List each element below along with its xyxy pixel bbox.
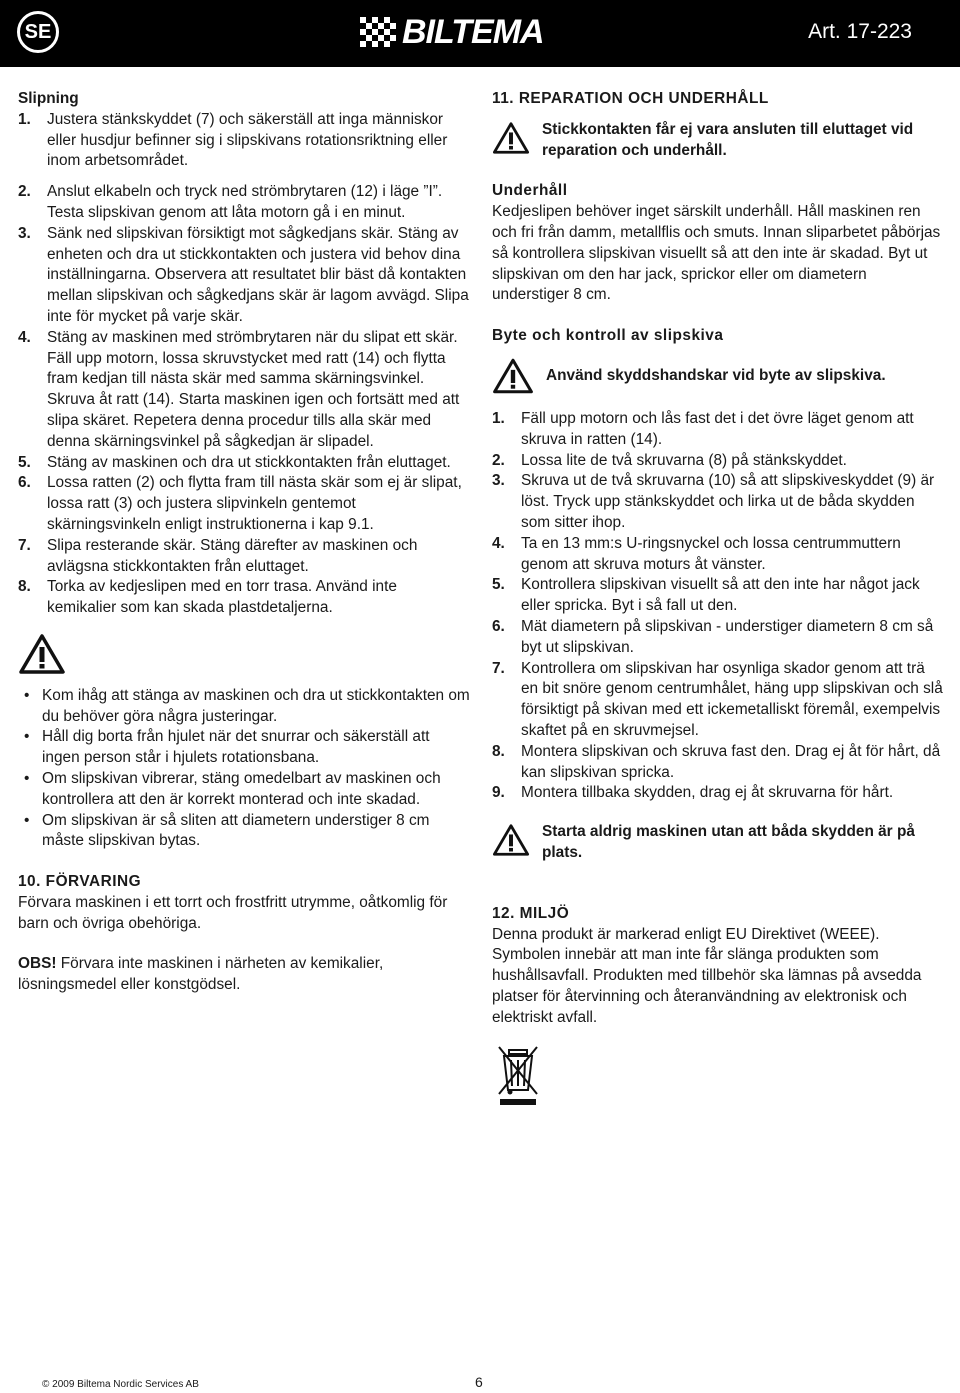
list-item: • Om slipskivan vibrerar, stäng omedelbart av maskinen och kontrollera att den är korrekt monterad och inte skadad. [24, 769, 441, 808]
list-item: 8. Torka av kedjeslipen med en torr trasa. Använd inte kemikalier som kan skada plastdetaljerna. [18, 578, 397, 617]
obs-note [18, 954, 470, 996]
page-number: 6 [475, 1374, 483, 1390]
reparation-heading: 11. REPARATION OCH UNDERHÅLL [492, 90, 769, 107]
weee-crossed-bin-icon [496, 1044, 540, 1106]
start-warning: Starta aldrig maskinen utan att båda skydden är på plats. [492, 822, 944, 864]
copyright: © 2009 Biltema Nordic Services AB [42, 1379, 199, 1390]
warning-triangle-icon [492, 822, 530, 858]
article-number: Art. 17-223 [808, 20, 912, 43]
list-item: 7. Kontrollera om slipskivan har osynliga skador genom att trä en bit snöre genom centrumhålet, häng upp slipskivan och slå försiktigt på skivan med ett ickemetalliskt föremål, exempelvis skaftet på en skruvmejsel. [492, 659, 943, 739]
list-item: 6. Lossa ratten (2) och flytta fram till nästa skär som ej är slipat, lossa ratt (3) och justera slipvinkeln gentemot skärningsvinkeln enligt instruktionerna i kap 9.1. [18, 474, 462, 533]
list-item: 1. Justera stänkskyddet (7) och säkerställ att inga människor eller husdjur befinner sig i slipskivans rotationsriktning eller inom arbetsområdet. [18, 110, 448, 170]
slipning-steps [18, 110, 470, 619]
left-column [18, 89, 470, 996]
byte-heading: Byte och kontroll av slipskiva [492, 327, 724, 345]
slipning-heading: Slipning [18, 90, 79, 107]
underhall-heading: Underhåll [492, 182, 568, 200]
obs-label: OBS! [18, 955, 57, 973]
forvaring-text: Förvara maskinen i ett torrt och frostfritt utrymme, oåtkomlig för barn och övriga obehöriga. [18, 893, 448, 932]
list-item: • Håll dig borta från hjulet när det snurrar och säkerställ att ingen person står i hjulets rotationsbana. [24, 728, 430, 767]
underhall-text: Kedjeslipen behöver inget särskilt underhåll. Håll maskinen ren och fri från damm, metallflis och smuts. Innan sliparbetet påbörjas så kontrollera slipskivan visuellt så att den inte är skadad. Byt ut slipskivan om den har jack, sprickor eller om diametern understiger 8 cm. [492, 203, 941, 304]
warning-triangle-icon [492, 120, 530, 156]
list-item: 2. Anslut elkabeln och tryck ned strömbrytaren (12) i läge ”I”. Testa slipskivan genom att låta motorn gå i en minut. [18, 183, 443, 221]
reparation-warning: Stickkontakten får ej vara ansluten till eluttaget vid reparation och underhåll. [492, 120, 944, 162]
safety-bullets [18, 686, 470, 852]
list-item: 6. Mät diametern på slipskivan - understiger diametern 8 cm så byt ut slipskivan. [492, 617, 934, 656]
checkered-flag-icon [360, 17, 396, 47]
list-item: • Om slipskivan är så sliten att diametern understiger 8 cm måste slipskivan bytas. [24, 811, 430, 850]
byte-warning: Använd skyddshandskar vid byte av slipskiva. [492, 357, 944, 395]
list-item: 5. Kontrollera slipskivan visuellt så att den inte har något jack eller spricka. Byt i så fall ut den. [492, 576, 920, 615]
list-item: 4. Ta en 13 mm:s U-ringsnyckel och lossa centrummuttern genom att skruva moturs åt vänster. [492, 534, 901, 573]
warning-block [18, 633, 470, 852]
list-item: 1. Fäll upp motorn och lås fast det i det övre läget genom att skruva in ratten (14). [492, 409, 914, 448]
list-item: 8. Montera slipskivan och skruva fast den. Drag ej åt för hårt, då kan slipskivan spricka. [492, 742, 941, 781]
warning-triangle-icon [492, 357, 534, 395]
language-badge: SE [17, 11, 59, 53]
byte-steps [492, 409, 944, 804]
forvaring-heading: 10. FÖRVARING [18, 873, 142, 891]
list-item: 9. Montera tillbaka skydden, drag ej åt skruvarna för hårt. [492, 784, 894, 802]
list-item: • Kom ihåg att stänga av maskinen och dra ut stickkontakten om du behöver göra några justeringar. [24, 686, 470, 725]
miljo-text: Denna produkt är markerad enligt EU Direktivet (WEEE). Symbolen innebär att man inte får slänga produkten som hushållsavfall. Produkten med tillbehör ska lämnas på avsedda platser för återvinning och återanvändning av elektronisk och elektriskt avfall. [492, 925, 922, 1026]
biltema-logo [360, 14, 544, 50]
list-item: 2. Lossa lite de två skruvarna (8) på stänkskyddet. [492, 451, 847, 469]
list-item: 7. Slipa resterande skär. Stäng därefter av maskinen och avlägsna stickkontakten från eluttaget. [18, 536, 418, 575]
list-item: 4. Stäng av maskinen med strömbrytaren när du slipat ett skär. Fäll upp motorn, lossa skruvstycket med ratt (14) och flytta fram kedjan till nästa skär med samma skärningsvinkel. Skruva åt ratt (14). Starta maskinen igen och fortsätt med att slipa skäret. Repetera denna procedur tills alla skär med denna skärningsvinkel på sågkedjan är slipadel. [18, 328, 460, 450]
obs-text: Förvara inte maskinen i närheten av kemikalier, lösningsmedel eller konstgödsel. [18, 955, 384, 994]
page-header [0, 0, 960, 67]
logo-wordmark: BILTEMA [402, 12, 544, 51]
list-item: 5. Stäng av maskinen och dra ut stickkontakten från eluttaget. [18, 453, 451, 471]
list-item: 3. Sänk ned slipskivan försiktigt mot sågkedjans skär. Stäng av enheten och dra ut stickkontakten och justera vid behov dina inställningarna. Observera att resultatet blir bäst då kontakten mellan slipskivan och sågkedjans skär är lagom avvägd. Slipa inte för mycket på varje skär. [18, 224, 469, 325]
list-item: 3. Skruva ut de två skruvarna (10) så att slipskiveskyddet (9) är löst. Tryck upp stänkskyddet och lirka ut de båda skydden som sitter ihop. [492, 472, 935, 531]
warning-triangle-icon [18, 633, 66, 675]
miljo-heading: 12. MILJÖ [492, 904, 570, 922]
right-column [492, 89, 944, 1113]
